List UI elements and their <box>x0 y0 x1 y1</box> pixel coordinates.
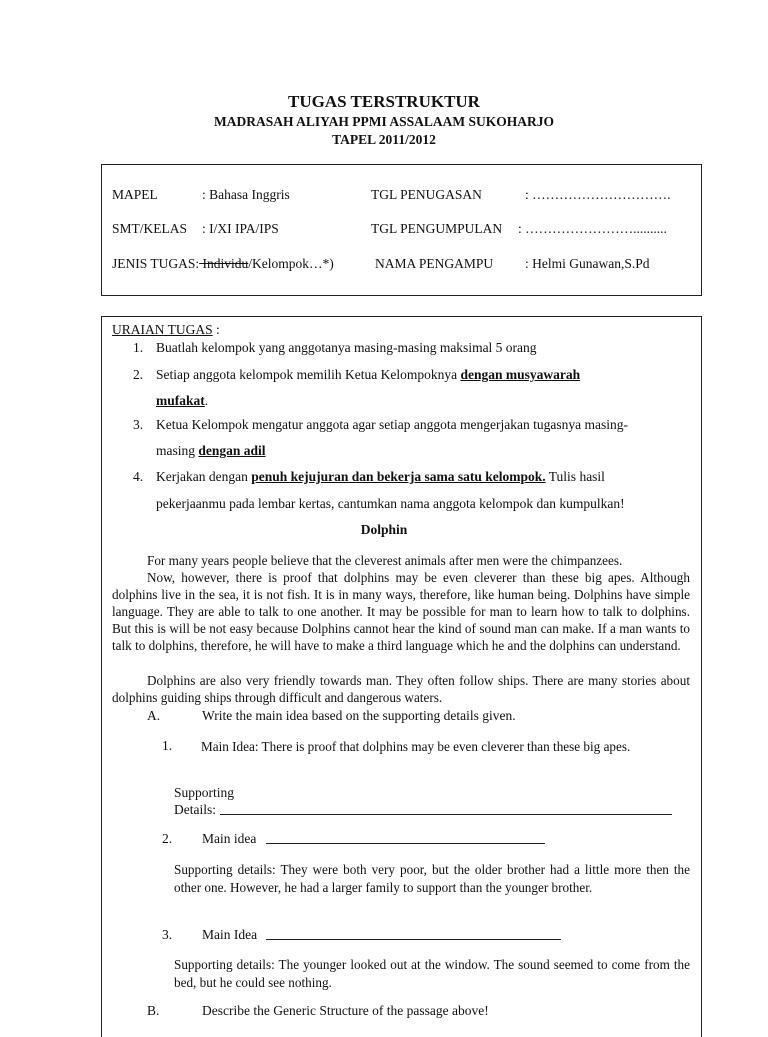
question-3-supporting-details: Supporting details: The younger looked out at the window. The sound seemed to come from the bed, but he could see nothing. <box>174 957 690 990</box>
tgl-pengumpulan-value: : …………………….......... <box>518 221 667 236</box>
jenis-tugas <box>112 256 334 272</box>
question-1-num: 1. <box>162 738 173 753</box>
question-3-main-idea: Main Idea <box>202 927 258 942</box>
task-2-emphasis: dengan musyawarah <box>460 367 581 382</box>
question-1-answer-line[interactable] <box>220 802 672 815</box>
question-2-num: 2. <box>162 831 173 846</box>
document-title: TUGAS TERSTRUKTUR <box>288 92 480 111</box>
question-1-main-idea: Main Idea: There is proof that dolphins may be even cleverer than these big apes. <box>201 739 631 754</box>
smt-kelas-value: : I/XI IPA/IPS <box>202 221 279 236</box>
question-2-answer-line[interactable] <box>266 831 545 844</box>
task-2-period: . <box>204 393 209 408</box>
tgl-penugasan-value: : …………………………. <box>525 187 671 202</box>
question-2-main-idea: Main idea <box>202 831 257 846</box>
task-3-line2 <box>156 443 266 459</box>
question-1-details-label: Details: <box>174 802 216 817</box>
question-3-answer-line[interactable] <box>266 927 561 940</box>
task-4-num: 4. <box>133 469 144 484</box>
task-4-line2: pekerjaanmu pada lembar kertas, cantumkan nama anggota kelompok dan kumpulkan! <box>156 496 625 511</box>
tasks-heading <box>112 322 220 338</box>
task-3-line1: Ketua Kelompok mengatur anggota agar setiap anggota mengerjakan tugasnya masing- <box>156 417 628 432</box>
school-year: TAPEL 2011/2012 <box>332 132 436 147</box>
jenis-individu-struck: Individu <box>199 256 249 271</box>
pengampu-label: NAMA PENGAMPU <box>375 256 494 271</box>
jenis-kelompok: /Kelompok…*) <box>248 256 334 271</box>
task-3-num: 3. <box>133 417 144 432</box>
section-a-instruction: Write the main idea based on the supporting details given. <box>202 708 516 723</box>
reading-paragraph-2: Now, however, there is proof that dolphins may be even cleverer than these big apes. Although dolphins live in the sea, it is not fish. It is in many ways, therefore, like human being. Dolphins have simple language. They are able to talk to one another. It may be possible for man to learn how to talk to dolphins. But this is will be not easy because Dolphins cannot hear the kind of sound man can make. If a man wants to talk to dolphins, therefore, he will have to make a third language which he and the dolphins can understand. <box>112 570 690 653</box>
task-1-text: Buatlah kelompok yang anggotanya masing-masing maksimal 5 orang <box>156 340 537 355</box>
task-2-line1 <box>156 367 580 383</box>
question-1-supporting: Supporting <box>174 785 235 800</box>
task-3-text: masing <box>156 443 199 458</box>
tasks-heading-text: URAIAN TUGAS <box>112 322 213 337</box>
task-4-emphasis: penuh kejujuran dan bekerja sama satu kelompok. <box>251 469 546 484</box>
question-2-supporting-details: Supporting details: They were both very poor, but the older brother had a little more then the other one. However, he had a larger family to support than the younger brother. <box>174 862 690 895</box>
task-4-text-b: Tulis hasil <box>545 469 605 484</box>
task-4-line1 <box>156 469 605 485</box>
task-2-num: 2. <box>133 367 144 382</box>
mapel-label: MAPEL <box>112 187 158 202</box>
question-3-num: 3. <box>162 927 173 942</box>
jenis-tugas-label: JENIS TUGAS: <box>112 256 200 271</box>
task-2-text: Setiap anggota kelompok memilih Ketua Kelompoknya <box>156 367 461 382</box>
task-3-emphasis: dengan adil <box>198 443 266 458</box>
section-b-label: B. <box>147 1003 160 1018</box>
task-4-text: Kerjakan dengan <box>156 469 252 484</box>
school-name: MADRASAH ALIYAH PPMI ASSALAAM SUKOHARJO <box>213 114 555 129</box>
section-b-instruction: Describe the Generic Structure of the passage above! <box>202 1003 489 1018</box>
reading-paragraph-3: Dolphins are also very friendly towards man. They often follow ships. There are many stories about dolphins guiding ships through difficult and dangerous waters. <box>112 673 690 705</box>
task-1-num: 1. <box>133 340 144 355</box>
task-2-line2 <box>156 393 208 409</box>
mapel-value: : Bahasa Inggris <box>202 187 290 202</box>
tasks-heading-colon: : <box>212 322 220 337</box>
reading-title: Dolphin <box>360 522 408 537</box>
smt-kelas-label: SMT/KELAS <box>112 221 188 236</box>
tgl-pengumpulan-label: TGL PENGUMPULAN <box>371 221 503 236</box>
task-2-emphasis-cont: mufakat <box>156 393 205 408</box>
pengampu-value: : Helmi Gunawan,S.Pd <box>525 256 650 271</box>
section-a-label: A. <box>147 708 161 723</box>
reading-paragraph-1: For many years people believe that the cleverest animals after men were the chimpanzees. <box>147 553 623 568</box>
tgl-penugasan-label: TGL PENUGASAN <box>371 187 482 202</box>
